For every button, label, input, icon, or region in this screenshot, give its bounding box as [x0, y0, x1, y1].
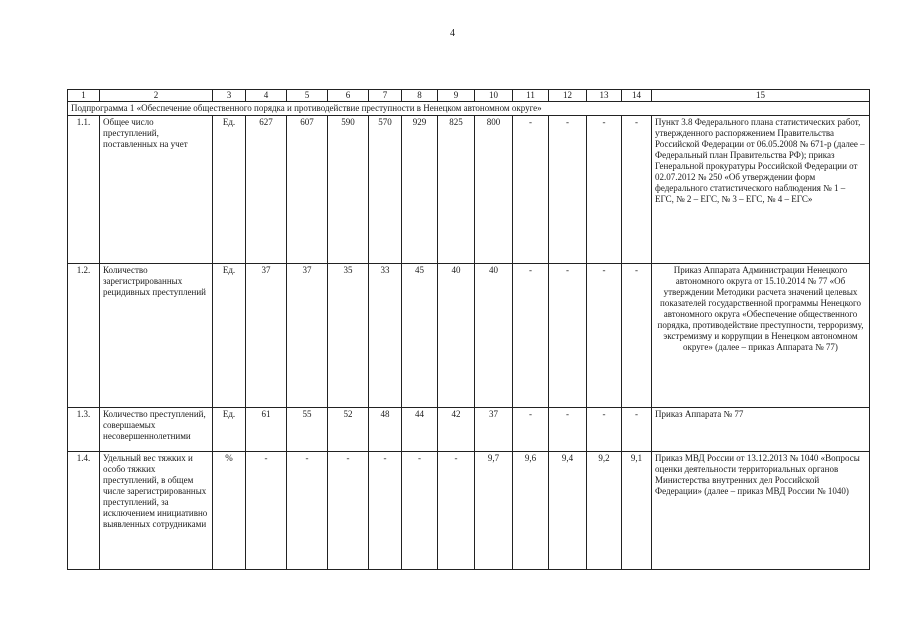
- value-cell: 40: [475, 264, 513, 408]
- value-cell: 37: [287, 264, 328, 408]
- value-cell: 42: [438, 408, 475, 452]
- source-cell: Пункт 3.8 Федерального плана статистических работ, утвержденного распоряжением Правительства Российской Федерации от 06.05.2008 № 671-р (далее – Федеральный план Правительства РФ); приказ Генеральной прокуратуры Российской Федерации от 02.07.2012 № 250 «Об утверждении форм федерального статистического наблюдения № 1 – ЕГС, № 2 – ЕГС, № 3 – ЕГС, № 4 – ЕГС»: [652, 116, 870, 264]
- column-header-7: 7: [369, 90, 402, 102]
- value-cell: 52: [328, 408, 369, 452]
- column-header-4: 4: [246, 90, 287, 102]
- column-header-12: 12: [549, 90, 587, 102]
- column-header-14: 14: [622, 90, 652, 102]
- column-header-row: [68, 90, 870, 102]
- indicator-name: Удельный вес тяжких и особо тяжких преступлений, в общем числе зарегистрированных преступлений, за исключением инициативно выявленных сотрудниками: [100, 452, 213, 570]
- unit-cell: Ед.: [213, 264, 246, 408]
- value-cell: 61: [246, 408, 287, 452]
- value-cell: -: [622, 116, 652, 264]
- value-cell: -: [549, 408, 587, 452]
- value-cell: 44: [402, 408, 438, 452]
- column-header-9: 9: [438, 90, 475, 102]
- value-cell: 627: [246, 116, 287, 264]
- indicator-name: Количество преступлений, совершаемых несовершеннолетними: [100, 408, 213, 452]
- table-row: [68, 452, 870, 570]
- row-number: 1.2.: [68, 264, 100, 408]
- row-number: 1.3.: [68, 408, 100, 452]
- source-cell: Приказ Аппарата Администрации Ненецкого автономного округа от 15.10.2014 № 77 «Об утверждении Методики расчета значений целевых показателей государственной программы Ненецкого автономного округа «Обеспечение общественного порядка, противодействие преступности, терроризму, экстремизму и коррупции в Ненецком автономном округе» (далее – приказ Аппарата № 77): [652, 264, 870, 408]
- indicator-name: Количество зарегистрированных рецидивных преступлений: [100, 264, 213, 408]
- source-cell: Приказ Аппарата № 77: [652, 408, 870, 452]
- column-header-2: 2: [100, 90, 213, 102]
- value-cell: -: [369, 452, 402, 570]
- unit-cell: Ед.: [213, 116, 246, 264]
- source-cell: Приказ МВД России от 13.12.2013 № 1040 «Вопросы оценки деятельности территориальных органов Министерства внутренних дел Российской Федерации» (далее – приказ МВД России № 1040): [652, 452, 870, 570]
- column-header-13: 13: [587, 90, 622, 102]
- value-cell: 48: [369, 408, 402, 452]
- value-cell: -: [622, 264, 652, 408]
- table-row: [68, 116, 870, 264]
- value-cell: 9,6: [513, 452, 549, 570]
- value-cell: 9,2: [587, 452, 622, 570]
- value-cell: -: [513, 408, 549, 452]
- page-number: 4: [450, 28, 455, 39]
- value-cell: 37: [475, 408, 513, 452]
- value-cell: 35: [328, 264, 369, 408]
- value-cell: -: [549, 264, 587, 408]
- value-cell: 9,1: [622, 452, 652, 570]
- value-cell: 55: [287, 408, 328, 452]
- column-header-1: 1: [68, 90, 100, 102]
- column-header-5: 5: [287, 90, 328, 102]
- value-cell: 607: [287, 116, 328, 264]
- value-cell: 45: [402, 264, 438, 408]
- subprogram-row: [68, 102, 870, 116]
- unit-cell: %: [213, 452, 246, 570]
- value-cell: 825: [438, 116, 475, 264]
- value-cell: 9,7: [475, 452, 513, 570]
- table-row: [68, 408, 870, 452]
- value-cell: 33: [369, 264, 402, 408]
- value-cell: -: [513, 264, 549, 408]
- column-header-8: 8: [402, 90, 438, 102]
- value-cell: 570: [369, 116, 402, 264]
- value-cell: -: [246, 452, 287, 570]
- value-cell: -: [587, 408, 622, 452]
- value-cell: 37: [246, 264, 287, 408]
- indicators-table: [67, 89, 870, 570]
- value-cell: -: [402, 452, 438, 570]
- column-header-3: 3: [213, 90, 246, 102]
- value-cell: 929: [402, 116, 438, 264]
- row-number: 1.4.: [68, 452, 100, 570]
- indicator-name: Общее число преступлений, поставленных на учет: [100, 116, 213, 264]
- column-header-11: 11: [513, 90, 549, 102]
- column-header-15: 15: [652, 90, 870, 102]
- row-number: 1.1.: [68, 116, 100, 264]
- value-cell: 9,4: [549, 452, 587, 570]
- value-cell: -: [287, 452, 328, 570]
- column-header-10: 10: [475, 90, 513, 102]
- value-cell: 40: [438, 264, 475, 408]
- unit-cell: Ед.: [213, 408, 246, 452]
- value-cell: -: [328, 452, 369, 570]
- value-cell: -: [549, 116, 587, 264]
- value-cell: -: [438, 452, 475, 570]
- value-cell: 800: [475, 116, 513, 264]
- value-cell: 590: [328, 116, 369, 264]
- value-cell: -: [587, 116, 622, 264]
- value-cell: -: [587, 264, 622, 408]
- value-cell: -: [513, 116, 549, 264]
- subprogram-title: Подпрограмма 1 «Обеспечение общественного порядка и противодействие преступности в Ненецком автономном округе»: [68, 102, 870, 116]
- value-cell: -: [622, 408, 652, 452]
- table-row: [68, 264, 870, 408]
- column-header-6: 6: [328, 90, 369, 102]
